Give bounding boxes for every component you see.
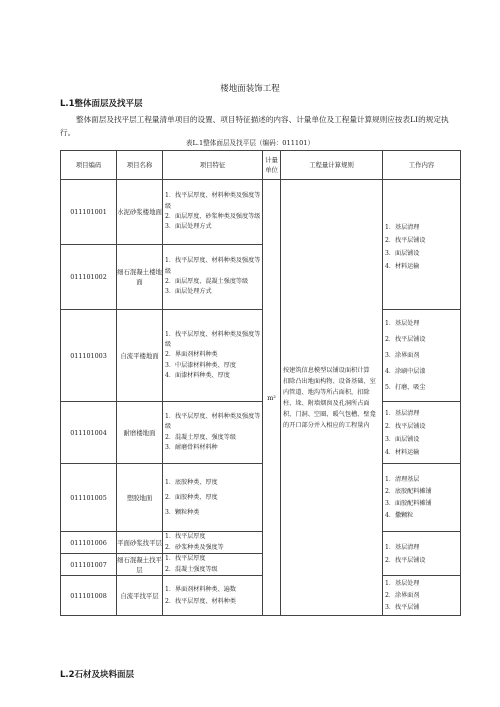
cell-list-item: 1．找平层厚度、材料种类及强度等级 [165, 257, 261, 275]
cell-list-item: 2．找平层铺设 [385, 236, 426, 244]
row-code: 011101005 [61, 464, 117, 532]
cell-list-item: 3．面层铺设 [385, 249, 420, 257]
cell-list-item: 1．基层清理 [385, 409, 420, 417]
table-row [61, 310, 461, 402]
header-work: 工作内容 [383, 151, 461, 180]
row-name: 平面砂浆找平层 [117, 532, 163, 554]
row-code: 011101003 [61, 310, 117, 402]
cell-list-item: 3．中层漆材料种类、厚度 [165, 361, 236, 369]
table-caption: 表L.1整体面层及找平层（编码：011101） [185, 139, 315, 147]
cell-list-item: 2．找平层铺设 [385, 335, 426, 343]
header-unit: 计量单位 [263, 151, 281, 180]
row-code: 011101002 [61, 245, 117, 310]
spec-table [60, 150, 461, 616]
header-rule: 工程量计算规则 [281, 151, 383, 180]
cell-list-item: 1．基层处理 [385, 319, 420, 327]
cell-list-item: 1．底胶种类、厚度 [165, 479, 218, 486]
row-work [383, 464, 461, 532]
header-features: 项目特征 [163, 151, 263, 180]
rule-cell: 按建筑信息模型以铺设面积计算 扣除凸出地面构物、设备基础、室内管道、地沟等所占面积，扣除柱、垛、附墙烟囱及孔洞所占面积，门洞、空圈、暖气包槽、壁龛的开口部分并入相应的工程量内 [281, 180, 383, 616]
cell-list-item: 2．面层厚度、砂浆种类及强度等级 [165, 213, 261, 220]
cell-list-item: 2．底胶配料摊铺 [385, 487, 432, 495]
row-name: 细石混凝土楼地面 [117, 245, 163, 310]
unit-cell: m² [263, 180, 281, 616]
row-features [163, 245, 263, 310]
row-work [383, 532, 461, 576]
row-name: 细石混凝土找平层 [117, 555, 162, 574]
section-heading-l1: L.1整体面层及找平层 [60, 99, 143, 109]
cell-list-item: 2．界面剂材料种类 [165, 351, 218, 359]
row-features [163, 532, 263, 554]
cell-list-item: 4．材料运输 [385, 262, 420, 270]
cell-list-item: 4．材料运输 [385, 448, 420, 456]
cell-list-item: 3．面胶配料摊铺 [385, 499, 432, 507]
cell-list-item: 5．打磨、吸尘 [385, 383, 426, 391]
row-features [163, 554, 263, 576]
cell-list-item: 4．撒颗粒 [385, 511, 414, 519]
row-name: 耐磨楼地面 [117, 402, 163, 464]
row-work [383, 180, 461, 310]
table-row [61, 402, 461, 464]
cell-list-item: 1．基层清理 [385, 543, 420, 551]
cell-list-item: 2．面层厚度、混凝土强度等级 [165, 278, 249, 285]
cell-list-item: 4．面漆材料种类、厚度 [165, 371, 230, 379]
cell-list-item: 1．找平层厚度 [165, 533, 206, 541]
cell-list-item: 1．界面剂材料种类、遍数 [165, 585, 236, 593]
intro-paragraph: 整体面层及找平层工程量清单项目的设置、项目特征描述的内容、计量单位及工程量计算规则应按表LI的规定执行。 [60, 115, 449, 137]
document-title: 楼地面装饰工程 [220, 84, 280, 94]
row-features [163, 464, 263, 532]
cell-list-item: 1．基层清理 [385, 223, 420, 231]
row-code: 011101007 [61, 554, 117, 576]
cell-list-item: 2．找平层铺设 [385, 422, 426, 430]
cell-list-item: 2．混凝土厚度、强度等级 [165, 433, 236, 441]
cell-list-item: 1．基层处理 [385, 579, 420, 587]
row-name: 自流平楼地面 [117, 310, 163, 402]
cell-list-item: 2．找平层铺设 [385, 556, 426, 564]
row-features [163, 402, 263, 464]
cell-list-item: 1．清理基层 [385, 475, 420, 483]
cell-list-item: 3．找平层铺 [385, 603, 420, 611]
cell-list-item: 1．找平层厚度、材料种类及强度等级 [165, 412, 261, 431]
row-name: 水泥砂浆楼地面 [117, 180, 163, 245]
table-row [61, 576, 461, 616]
row-code: 011101008 [61, 576, 117, 616]
cell-list-item: 1．找平层厚度 [165, 555, 206, 563]
cell-list-item: 3．面层铺设 [385, 435, 420, 443]
row-code: 011101001 [61, 180, 117, 245]
row-work [383, 576, 461, 616]
cell-list-item: 2．砂浆种类及强度等 [165, 543, 224, 551]
table-row [61, 464, 461, 532]
row-name: 自流平找平层 [117, 576, 163, 616]
cell-list-item: 3．颗粒种类 [165, 509, 200, 516]
cell-list-item: 3．耐磨骨料材料种 [165, 443, 218, 451]
cell-list-item: 3．面层处理方式 [165, 223, 212, 231]
cell-list-item: 4．涂刷中层漆 [385, 367, 426, 375]
row-features [163, 310, 263, 402]
table-header-row [61, 151, 461, 180]
table-row [61, 532, 461, 554]
header-code: 项目编码 [61, 151, 117, 180]
header-name: 项目名称 [117, 151, 163, 180]
cell-list-item: 3．涂界面剂 [385, 351, 420, 359]
cell-list-item: 3．面层处理方式 [165, 288, 212, 296]
row-work [383, 402, 461, 464]
cell-list-item: 1．找平层厚度、材料种类及强度等级 [165, 330, 261, 349]
row-code: 011101006 [61, 532, 117, 554]
cell-list-item: 2．面胶种类、厚度 [165, 494, 218, 501]
row-work [383, 310, 461, 402]
row-name: 塑胶地面 [117, 464, 163, 532]
cell-list-item: 2．涂界面剂 [385, 591, 420, 599]
cell-list-item: 2．混凝土强度等级 [165, 565, 218, 573]
cell-list-item: 2．找平层厚度、材料种类 [165, 597, 236, 605]
table-row [61, 180, 461, 245]
row-code: 011101004 [61, 402, 117, 464]
row-features [163, 576, 263, 616]
cell-list-item: 1．找平层厚度、材料种类及强度等级 [165, 192, 261, 210]
row-features [163, 180, 263, 245]
section-heading-l2: L.2石材及块料面层 [60, 670, 135, 680]
